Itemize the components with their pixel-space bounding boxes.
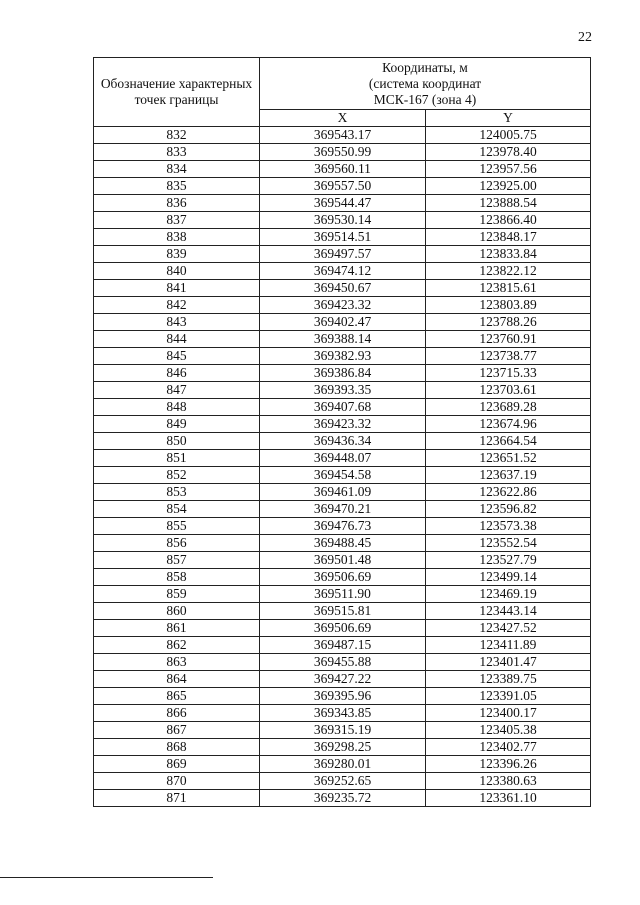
x-cell: 369407.68 bbox=[260, 399, 426, 416]
x-cell: 369550.99 bbox=[260, 144, 426, 161]
y-cell: 123848.17 bbox=[426, 229, 591, 246]
x-cell: 369395.96 bbox=[260, 688, 426, 705]
point-cell: 850 bbox=[94, 433, 260, 450]
x-cell: 369455.88 bbox=[260, 654, 426, 671]
point-cell: 860 bbox=[94, 603, 260, 620]
point-cell: 854 bbox=[94, 501, 260, 518]
y-cell: 123815.61 bbox=[426, 280, 591, 297]
point-cell: 838 bbox=[94, 229, 260, 246]
y-cell: 123573.38 bbox=[426, 518, 591, 535]
x-cell: 369280.01 bbox=[260, 756, 426, 773]
point-cell: 861 bbox=[94, 620, 260, 637]
coordinates-header-line-2: (система координат bbox=[368, 76, 482, 91]
table-row bbox=[94, 348, 591, 365]
point-cell: 848 bbox=[94, 399, 260, 416]
x-cell: 369476.73 bbox=[260, 518, 426, 535]
table-row bbox=[94, 620, 591, 637]
x-cell: 369454.58 bbox=[260, 467, 426, 484]
footnote-separator bbox=[0, 877, 213, 878]
table-row bbox=[94, 535, 591, 552]
x-cell: 369506.69 bbox=[260, 620, 426, 637]
y-cell: 123380.63 bbox=[426, 773, 591, 790]
table-row bbox=[94, 263, 591, 280]
x-cell: 369461.09 bbox=[260, 484, 426, 501]
table-row bbox=[94, 365, 591, 382]
table-row bbox=[94, 484, 591, 501]
y-cell: 123738.77 bbox=[426, 348, 591, 365]
y-cell: 123389.75 bbox=[426, 671, 591, 688]
point-cell: 855 bbox=[94, 518, 260, 535]
point-cell: 843 bbox=[94, 314, 260, 331]
y-cell: 123411.89 bbox=[426, 637, 591, 654]
point-cell: 835 bbox=[94, 178, 260, 195]
table-header-row bbox=[94, 58, 591, 110]
y-cell: 123637.19 bbox=[426, 467, 591, 484]
point-cell: 849 bbox=[94, 416, 260, 433]
x-cell: 369474.12 bbox=[260, 263, 426, 280]
point-cell: 866 bbox=[94, 705, 260, 722]
table-row bbox=[94, 569, 591, 586]
y-cell: 123888.54 bbox=[426, 195, 591, 212]
y-cell: 123443.14 bbox=[426, 603, 591, 620]
x-cell: 369427.22 bbox=[260, 671, 426, 688]
table-row bbox=[94, 212, 591, 229]
table-row bbox=[94, 314, 591, 331]
x-cell: 369544.47 bbox=[260, 195, 426, 212]
y-cell: 123788.26 bbox=[426, 314, 591, 331]
y-cell: 123957.56 bbox=[426, 161, 591, 178]
table-row bbox=[94, 637, 591, 654]
point-cell: 841 bbox=[94, 280, 260, 297]
point-cell: 853 bbox=[94, 484, 260, 501]
table-row bbox=[94, 552, 591, 569]
y-cell: 123396.26 bbox=[426, 756, 591, 773]
table-row bbox=[94, 501, 591, 518]
table-row bbox=[94, 127, 591, 144]
table-row bbox=[94, 688, 591, 705]
y-cell: 123401.47 bbox=[426, 654, 591, 671]
x-cell: 369423.32 bbox=[260, 416, 426, 433]
point-cell: 856 bbox=[94, 535, 260, 552]
point-cell: 870 bbox=[94, 773, 260, 790]
x-cell: 369298.25 bbox=[260, 739, 426, 756]
point-cell: 837 bbox=[94, 212, 260, 229]
y-cell: 123527.79 bbox=[426, 552, 591, 569]
y-cell: 123822.12 bbox=[426, 263, 591, 280]
y-cell: 123651.52 bbox=[426, 450, 591, 467]
table-row bbox=[94, 739, 591, 756]
x-cell: 369450.67 bbox=[260, 280, 426, 297]
point-cell: 832 bbox=[94, 127, 260, 144]
x-column-header: X bbox=[260, 110, 426, 127]
point-cell: 869 bbox=[94, 756, 260, 773]
x-cell: 369560.11 bbox=[260, 161, 426, 178]
table-row bbox=[94, 603, 591, 620]
point-cell: 864 bbox=[94, 671, 260, 688]
point-cell: 868 bbox=[94, 739, 260, 756]
x-cell: 369402.47 bbox=[260, 314, 426, 331]
x-cell: 369470.21 bbox=[260, 501, 426, 518]
x-cell: 369543.17 bbox=[260, 127, 426, 144]
point-cell: 871 bbox=[94, 790, 260, 807]
y-cell: 123361.10 bbox=[426, 790, 591, 807]
x-cell: 369388.14 bbox=[260, 331, 426, 348]
x-cell: 369423.32 bbox=[260, 297, 426, 314]
table-row bbox=[94, 178, 591, 195]
table-row bbox=[94, 297, 591, 314]
y-cell: 123803.89 bbox=[426, 297, 591, 314]
x-cell: 369393.35 bbox=[260, 382, 426, 399]
x-cell: 369511.90 bbox=[260, 586, 426, 603]
y-cell: 123833.84 bbox=[426, 246, 591, 263]
y-column-header: Y bbox=[426, 110, 591, 127]
x-cell: 369343.85 bbox=[260, 705, 426, 722]
table-row bbox=[94, 144, 591, 161]
x-cell: 369235.72 bbox=[260, 790, 426, 807]
x-cell: 369448.07 bbox=[260, 450, 426, 467]
point-cell: 851 bbox=[94, 450, 260, 467]
point-cell: 863 bbox=[94, 654, 260, 671]
table-row bbox=[94, 467, 591, 484]
point-cell: 846 bbox=[94, 365, 260, 382]
table-row bbox=[94, 586, 591, 603]
y-cell: 123402.77 bbox=[426, 739, 591, 756]
point-cell: 840 bbox=[94, 263, 260, 280]
point-cell: 859 bbox=[94, 586, 260, 603]
y-cell: 123674.96 bbox=[426, 416, 591, 433]
point-cell: 836 bbox=[94, 195, 260, 212]
y-cell: 123469.19 bbox=[426, 586, 591, 603]
x-cell: 369497.57 bbox=[260, 246, 426, 263]
y-cell: 123715.33 bbox=[426, 365, 591, 382]
page-number: 22 bbox=[578, 30, 592, 45]
y-cell: 123499.14 bbox=[426, 569, 591, 586]
y-cell: 123596.82 bbox=[426, 501, 591, 518]
table-row bbox=[94, 399, 591, 416]
y-cell: 123400.17 bbox=[426, 705, 591, 722]
x-cell: 369382.93 bbox=[260, 348, 426, 365]
table-row bbox=[94, 195, 591, 212]
coordinates-table bbox=[93, 57, 591, 807]
y-cell: 123703.61 bbox=[426, 382, 591, 399]
x-cell: 369487.15 bbox=[260, 637, 426, 654]
table-row bbox=[94, 246, 591, 263]
table-row bbox=[94, 450, 591, 467]
y-cell: 123391.05 bbox=[426, 688, 591, 705]
point-cell: 865 bbox=[94, 688, 260, 705]
table-row bbox=[94, 382, 591, 399]
x-cell: 369557.50 bbox=[260, 178, 426, 195]
table-body bbox=[94, 127, 591, 807]
table-row bbox=[94, 433, 591, 450]
y-cell: 123689.28 bbox=[426, 399, 591, 416]
y-cell: 123622.86 bbox=[426, 484, 591, 501]
table-row bbox=[94, 331, 591, 348]
y-cell: 123405.38 bbox=[426, 722, 591, 739]
table-row bbox=[94, 229, 591, 246]
point-cell: 858 bbox=[94, 569, 260, 586]
y-cell: 123866.40 bbox=[426, 212, 591, 229]
x-cell: 369506.69 bbox=[260, 569, 426, 586]
table-row bbox=[94, 280, 591, 297]
point-column-header: Обозначение характерных точек границы bbox=[94, 58, 260, 127]
y-cell: 123427.52 bbox=[426, 620, 591, 637]
table-row bbox=[94, 161, 591, 178]
point-cell: 834 bbox=[94, 161, 260, 178]
point-cell: 847 bbox=[94, 382, 260, 399]
y-cell: 123664.54 bbox=[426, 433, 591, 450]
point-cell: 845 bbox=[94, 348, 260, 365]
y-cell: 124005.75 bbox=[426, 127, 591, 144]
x-cell: 369530.14 bbox=[260, 212, 426, 229]
point-cell: 867 bbox=[94, 722, 260, 739]
table-row bbox=[94, 705, 591, 722]
y-cell: 123925.00 bbox=[426, 178, 591, 195]
point-cell: 857 bbox=[94, 552, 260, 569]
x-cell: 369252.65 bbox=[260, 773, 426, 790]
x-cell: 369436.34 bbox=[260, 433, 426, 450]
x-cell: 369514.51 bbox=[260, 229, 426, 246]
table-row bbox=[94, 654, 591, 671]
x-cell: 369386.84 bbox=[260, 365, 426, 382]
table-row bbox=[94, 773, 591, 790]
coordinates-header-line-3: МСК-167 (зона 4) bbox=[373, 92, 477, 107]
coordinates-header-line-1: Координаты, м bbox=[382, 60, 468, 75]
x-cell: 369515.81 bbox=[260, 603, 426, 620]
table-row bbox=[94, 518, 591, 535]
table-row bbox=[94, 671, 591, 688]
table-row bbox=[94, 756, 591, 773]
x-cell: 369501.48 bbox=[260, 552, 426, 569]
point-cell: 833 bbox=[94, 144, 260, 161]
y-cell: 123760.91 bbox=[426, 331, 591, 348]
y-cell: 123978.40 bbox=[426, 144, 591, 161]
x-cell: 369315.19 bbox=[260, 722, 426, 739]
point-cell: 852 bbox=[94, 467, 260, 484]
y-cell: 123552.54 bbox=[426, 535, 591, 552]
x-cell: 369488.45 bbox=[260, 535, 426, 552]
point-cell: 842 bbox=[94, 297, 260, 314]
point-cell: 844 bbox=[94, 331, 260, 348]
table-row bbox=[94, 722, 591, 739]
table-row bbox=[94, 416, 591, 433]
point-cell: 839 bbox=[94, 246, 260, 263]
table-row bbox=[94, 790, 591, 807]
point-cell: 862 bbox=[94, 637, 260, 654]
coordinates-column-header bbox=[260, 58, 591, 110]
